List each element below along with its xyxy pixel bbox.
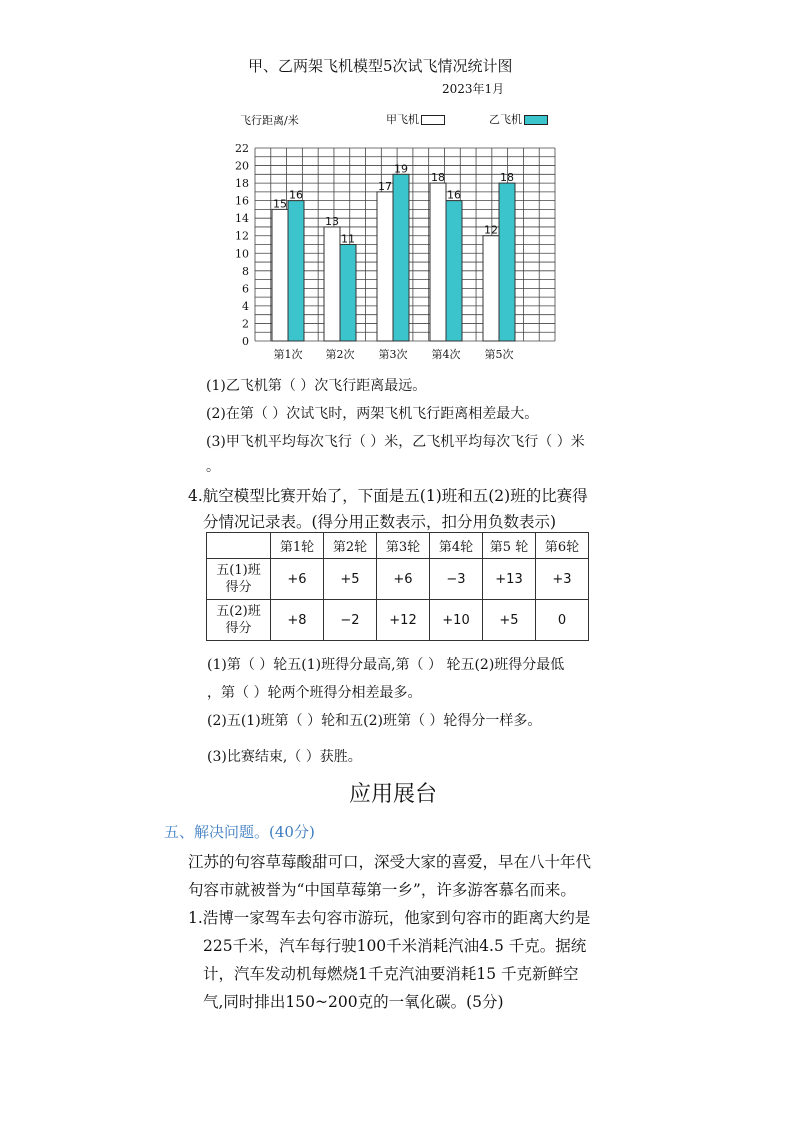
data-label: 17 [378,179,392,193]
table-header-cell: 第4轮 [430,533,483,559]
q4-item-1-line-1: (1)第（ ）轮五(1)班得分最高,第（ ） 轮五(2)班得分最低 [207,657,565,673]
data-label: 15 [273,197,287,211]
y-tick-label: 4 [242,299,249,313]
score-table [206,532,589,641]
section-title: 应用展台 [349,782,438,807]
data-label: 13 [325,214,339,228]
q3-item-3: (3)甲飞机平均每次飞行（ ）米，乙飞机平均每次飞行（ ）米 [206,434,585,450]
bar-a [483,236,499,341]
table-cell: +3 [536,559,589,600]
bar-b [340,245,356,342]
table-cell: 0 [536,600,589,641]
data-label: 16 [447,188,461,202]
y-tick-label: 0 [242,335,249,348]
table-cell: +12 [377,600,430,641]
y-tick-label: 8 [242,264,249,278]
problem-1-line-1: 1.浩博一家驾车去句容市游玩，他家到句容市的距离大约是 [188,909,591,927]
q4-item-3: (3)比赛结束,（ ）获胜。 [207,749,362,765]
legend-series-b-label: 乙飞机 [489,113,522,126]
chart-date: 2023年1月 [442,82,505,96]
q4-intro-line-2: 分情况记录表。(得分用正数表示，扣分用负数表示) [203,513,557,531]
bar-b [393,174,409,341]
table-cell: +5 [483,600,536,641]
row-label-class-2-line2: 得分 [225,621,252,636]
q3-item-3-end: 。 [206,459,220,475]
q3-item-2: (2)在第（ ）次试飞时，两架飞机飞行距离相差最大。 [206,406,539,422]
table-cell: +6 [271,559,324,600]
bar-a [324,227,340,341]
bar-a [377,192,393,341]
bar-chart [228,140,568,368]
y-tick-label: 2 [242,317,249,331]
legend-series-a-label: 甲飞机 [386,113,419,126]
table-row [207,559,589,600]
data-label: 16 [289,188,303,202]
x-tick-label: 第4次 [431,348,461,361]
bar-b [446,201,462,341]
table-header-empty [207,533,271,559]
y-tick-label: 6 [242,282,249,296]
row-label-class-2 [207,600,271,641]
y-tick-label: 10 [235,247,249,261]
paragraph-line-2: 句容市就被誉为“中国草莓第一乡”，许多游客慕名而来。 [188,881,576,899]
q4-item-1-line-2: ，第（ ）轮两个班得分相差最多。 [207,685,422,701]
table-cell: −2 [324,600,377,641]
row-label-class-2-line1: 五(2)班 [216,604,261,619]
part-title: 五、解决问题。(40分) [164,823,315,841]
legend-series-a-swatch [421,115,445,125]
data-label: 11 [341,232,355,246]
y-tick-label: 20 [235,159,249,173]
table-header-cell: 第3轮 [377,533,430,559]
table-cell: +10 [430,600,483,641]
x-tick-label: 第2次 [325,348,355,361]
chart-y-axis-label: 飞行距离/米 [240,114,299,127]
x-tick-label: 第3次 [378,348,408,361]
bar-a [272,209,288,341]
table-cell: +6 [377,559,430,600]
q4-intro-line-1: 4.航空模型比赛开始了，下面是五(1)班和五(2)班的比赛得 [188,487,588,505]
y-tick-label: 14 [235,212,249,226]
data-label: 19 [394,162,408,176]
q3-item-1: (1)乙飞机第（ ）次飞行距离最远。 [206,378,427,394]
x-tick-label: 第1次 [273,348,303,361]
x-tick-label: 第5次 [484,348,514,361]
problem-1-line-2: 225千米，汽车每行驶100千米消耗汽油4.5 千克。据统 [203,937,587,955]
table-cell: +5 [324,559,377,600]
chart-title: 甲、乙两架飞机模型5次试飞情况统计图 [248,57,513,75]
bar-b [499,183,515,341]
table-header-row [207,533,589,559]
bar-a [430,183,446,341]
problem-1-line-4: 气,同时排出150~200克的一氧化碳。(5分) [203,993,504,1011]
table-cell: +8 [271,600,324,641]
legend-series-a [386,111,445,127]
table-cell: −3 [430,559,483,600]
table-row [207,600,589,641]
data-label: 12 [484,223,498,237]
y-tick-label: 12 [235,229,249,243]
row-label-class-1-line2: 得分 [225,580,252,595]
y-tick-label: 18 [235,177,249,191]
problem-1-line-3: 计，汽车发动机每燃烧1千克汽油要消耗15 千克新鲜空 [203,965,579,983]
table-header-cell: 第5 轮 [483,533,536,559]
q4-item-2: (2)五(1)班第（ ）轮和五(2)班第（ ）轮得分一样多。 [207,713,542,729]
legend-series-b-swatch [524,115,548,125]
row-label-class-1 [207,559,271,600]
y-tick-label: 16 [235,194,249,208]
data-label: 18 [431,171,445,185]
table-header-cell: 第6轮 [536,533,589,559]
table-cell: +13 [483,559,536,600]
table-header-cell: 第2轮 [324,533,377,559]
table-header-cell: 第1轮 [271,533,324,559]
paragraph-line-1: 江苏的句容草莓酸甜可口，深受大家的喜爱，早在八十年代 [188,853,592,871]
row-label-class-1-line1: 五(1)班 [216,563,261,578]
y-tick-label: 22 [235,142,249,155]
bar-b [288,201,304,341]
data-label: 18 [500,171,514,185]
legend-series-b [489,111,548,127]
